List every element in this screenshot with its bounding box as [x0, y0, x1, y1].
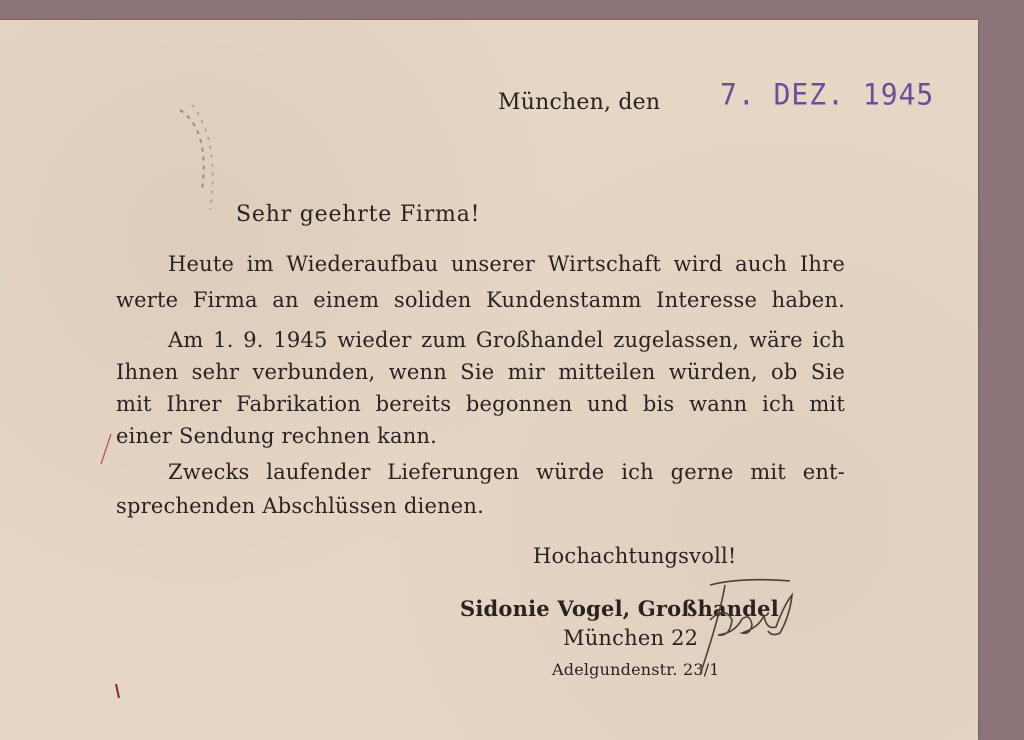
pencil-mark-icon — [95, 430, 115, 470]
paragraph1-line2: werte Firma an einem soliden Kundenstamm Interesse haben. — [116, 288, 845, 312]
sender-name: Sidonie Vogel, Großhandel — [460, 596, 779, 621]
postmark-icon — [140, 100, 230, 220]
paragraph3-line2: sprechenden Abschlüssen dienen. — [116, 494, 485, 518]
closing: Hochachtungsvoll! — [533, 544, 737, 568]
paragraph2-line4: einer Sendung rechnen kann. — [116, 424, 438, 448]
signature-icon — [680, 575, 800, 685]
ink-mark-icon — [112, 682, 122, 702]
place-date: München, den — [498, 90, 661, 115]
paragraph1-line1: Heute im Wiederaufbau unserer Wirtschaft wird auch Ihre — [168, 252, 845, 276]
date-stamp: 7. DEZ. 1945 — [720, 77, 935, 112]
salutation: Sehr geehrte Firma! — [236, 202, 481, 227]
paragraph2-line2: Ihnen sehr verbunden, wenn Sie mir mitteilen würden, ob Sie — [116, 360, 845, 384]
paragraph3-line1: Zwecks laufender Lieferungen würde ich gerne mit ent- — [168, 460, 845, 484]
paragraph2-line3: mit Ihrer Fabrikation bereits begonnen und bis wann ich mit — [116, 392, 845, 416]
sender-city: München 22 — [563, 626, 699, 650]
paragraph2-line1: Am 1. 9. 1945 wieder zum Großhandel zugelassen, wäre ich — [168, 328, 845, 352]
sender-address: Adelgundenstr. 23/1 — [552, 660, 720, 679]
postcard — [0, 20, 978, 740]
